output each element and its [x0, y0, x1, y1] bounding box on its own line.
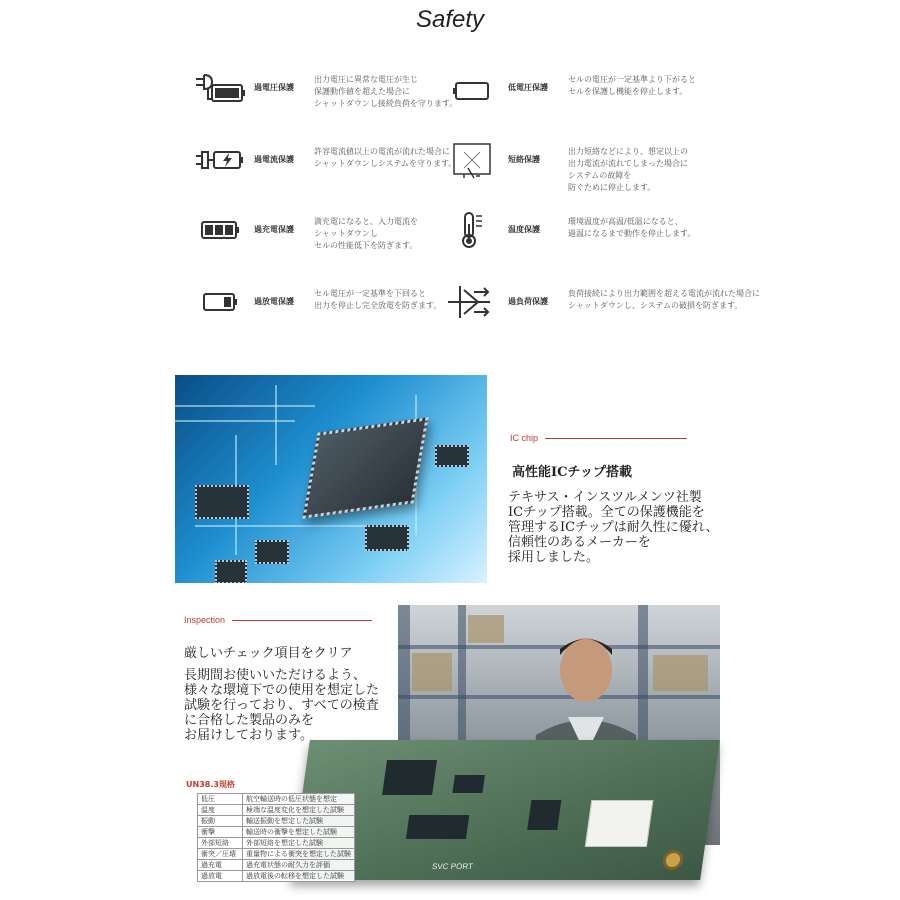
feature-name: 低電圧保護 — [508, 83, 548, 92]
thermometer-icon — [442, 210, 500, 250]
circuit-board-image — [175, 375, 487, 583]
feature-desc: 出力短絡などにより、想定以上の 出力電流が流れてしまった場合に システムの故障を 防ぐために停止します。 — [568, 147, 688, 192]
feature-name: 過充電保護 — [254, 225, 294, 234]
feature-name: 過放電保護 — [254, 297, 294, 306]
feature-name: 過負荷保護 — [508, 297, 548, 306]
table-row: 外部短絡 外部短絡を想定した試験 — [198, 838, 355, 849]
overload-icon — [442, 282, 500, 322]
feature-desc: 出力電圧に異常な電圧が生じ 保護動作値を超えた場合に シャットダウンし接続負荷を守ります。 — [314, 75, 458, 108]
feature-overvoltage — [190, 68, 457, 110]
feature-name: 短絡保護 — [508, 155, 540, 164]
feature-overcharge — [190, 210, 418, 252]
overvoltage-icon — [190, 68, 248, 108]
overcharge-icon — [190, 210, 248, 250]
feature-desc: セルの電圧が一定基準より下がると セルを保護し機能を停止します。 — [568, 75, 696, 96]
table-row: 衝撃 輸送時の衝撃を想定した試験 — [198, 827, 355, 838]
feature-name: 過電流保護 — [254, 155, 294, 164]
feature-desc: 環境温度が高温/低温になると、 過温になるまで動作を停止します。 — [568, 217, 696, 238]
un383-title: UN38.3規格 — [186, 780, 235, 789]
feature-name: 温度保護 — [508, 225, 540, 234]
overdischarge-icon — [190, 282, 248, 322]
inspection-divider — [232, 620, 372, 621]
table-row: 衝突／圧壊 重量物による衝突を想定した試験 — [198, 849, 355, 860]
short-circuit-icon — [442, 140, 500, 180]
feature-temperature — [442, 210, 695, 250]
table-row: 振動 輸送振動を想定した試験 — [198, 816, 355, 827]
feature-desc: セル電圧が一定基準を下回ると 出力を停止し完全放電を防ぎます。 — [314, 289, 442, 310]
feature-overdischarge — [190, 282, 441, 322]
un383-table — [197, 793, 355, 882]
feature-desc: 満充電になると、入力電流を シャットダウンし セルの性能低下を防ぎます。 — [314, 217, 418, 250]
table-row: 過放電 過放電後の転移を想定した試験 — [198, 871, 355, 882]
feature-overcurrent — [190, 140, 456, 180]
overcurrent-icon — [190, 140, 248, 180]
inspection-heading: 厳しいチェック項目をクリア — [184, 646, 353, 661]
inspection-body: 長期間お使いいただけるよう、 様々な環境下での使用を想定した 試験を行っており、すべての検査 に合格した製品のみを お届けしております。 — [184, 668, 380, 743]
pcb-label: SVC PORT — [431, 862, 474, 871]
ic-heading: 高性能ICチップ搭載 — [512, 465, 633, 480]
table-row: 過充電 過充電状態の耐久力を評価 — [198, 860, 355, 871]
feature-overload — [442, 282, 760, 322]
feature-low-voltage — [442, 68, 696, 108]
page-title: Safety — [415, 6, 485, 33]
ic-divider — [545, 438, 687, 439]
ic-body: テキサス・インスツルメンツ社製 ICチップ搭載。全ての保護機能を 管理するICチップは耐久性に優れ、 信頼性のあるメーカーを 採用しました。 — [508, 490, 719, 565]
feature-desc: 許容電流値以上の電流が流れた場合に シャットダウンしシステムを守ります。 — [314, 147, 457, 168]
ic-chip — [302, 417, 428, 519]
table-row: 温度 極端な温度変化を想定した試験 — [198, 805, 355, 816]
inspection-section-label: Inspection — [184, 615, 226, 625]
feature-name: 過電圧保護 — [254, 83, 294, 92]
low-voltage-icon — [442, 68, 500, 108]
ic-section-label: IC chip — [510, 433, 539, 443]
feature-desc: 負荷接続により出力範囲を超える電流が流れた場合に シャットダウンし、システムの破損を防ぎます。 — [568, 289, 760, 310]
table-row: 低圧 航空輸送時の低圧状態を想定 — [198, 794, 355, 805]
feature-short-circuit — [442, 140, 688, 194]
